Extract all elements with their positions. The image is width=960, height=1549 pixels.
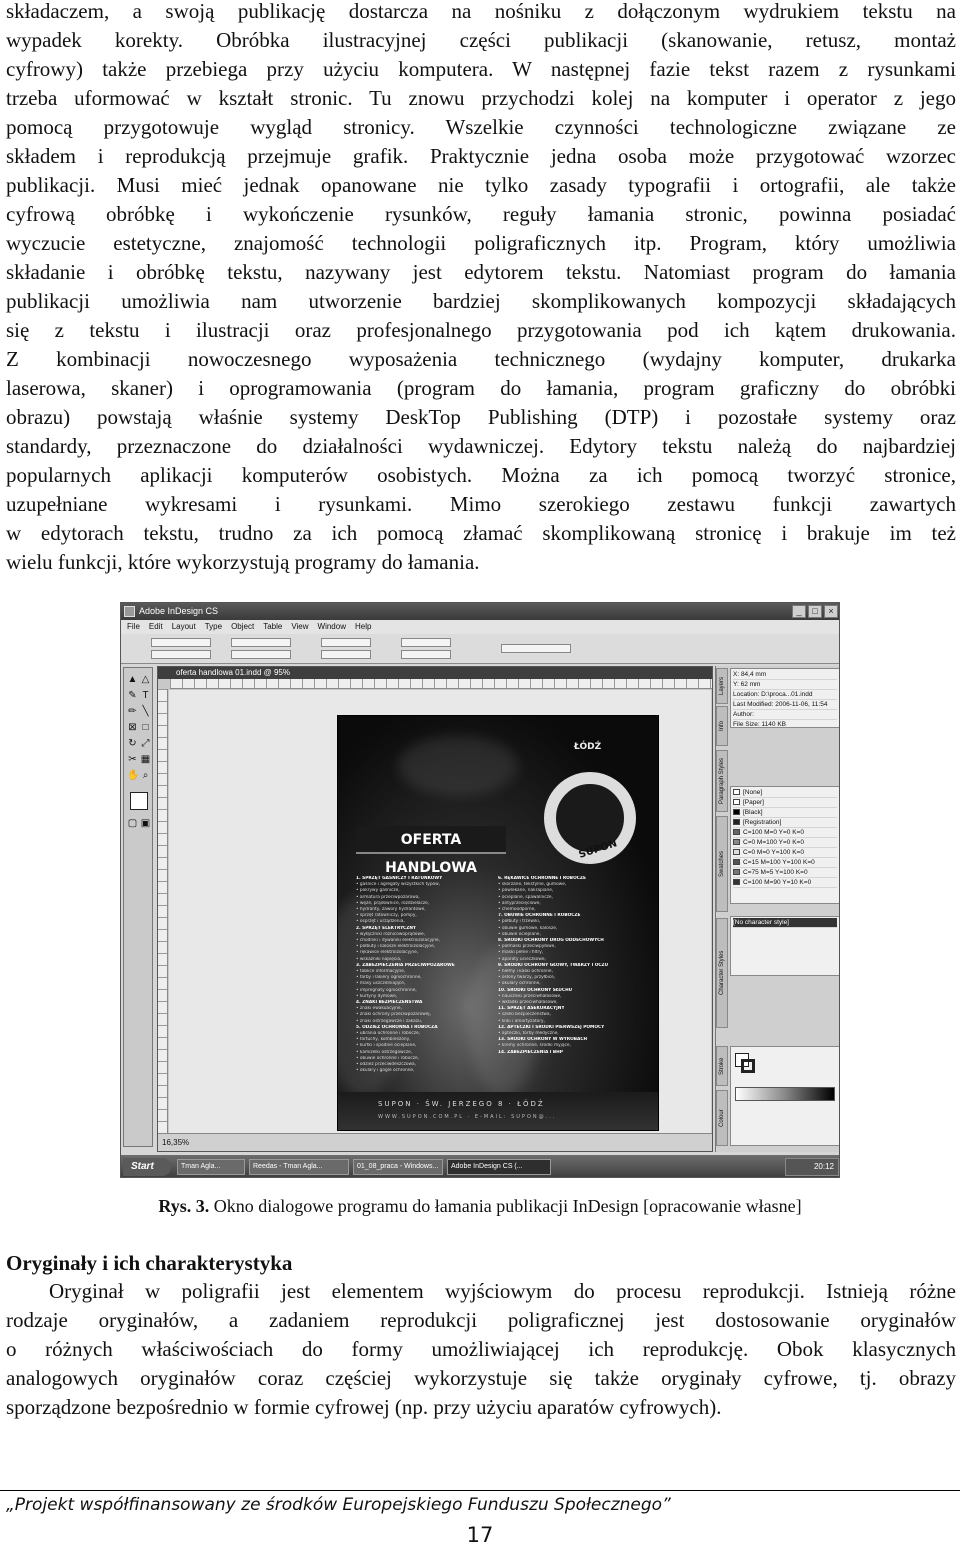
character-styles-panel (730, 916, 840, 976)
offer-item: • obuwie ocieplane, (498, 931, 541, 937)
offer-item: • ubrania ochronne i robocze, (356, 1031, 420, 1037)
text-line: trzeba uformować w kształt stronic. Tu znowu przychodzi kolej na komputer i operator z jego (6, 86, 956, 110)
offer-heading: 10. ŚRODKI OCHRONY SŁUCHU (498, 987, 573, 993)
swatch-item[interactable] (733, 788, 837, 798)
normal-view-icon[interactable]: ▢ (127, 818, 138, 829)
shear-field[interactable] (401, 650, 451, 659)
offer-item: • gaśnice i agregaty wszystkich typów, (356, 882, 441, 888)
windows-taskbar (121, 1155, 840, 1178)
swatch-chip-icon (733, 839, 740, 845)
swatch-chip-icon (733, 859, 740, 865)
text-line: laserowa, skaner) i oprogramowania (program do łamania, program graficzny do obróbki (6, 376, 956, 400)
colour-panel (730, 1046, 840, 1146)
text-line: cyfrową obróbkę i wykończenie rysunków, reguły łamania stronic, powinna posiadać (6, 202, 956, 226)
offer-item: • powlekane, nakrapiane, (498, 888, 554, 894)
scale-tool-icon[interactable]: ⤢ (141, 738, 150, 749)
text-line: obrazu) powstają właśnie systemy DeskTop Publishing (DTP) i pozostałe systemy oraz (6, 405, 956, 429)
start-button[interactable]: Start (123, 1158, 171, 1176)
offer-item: • masy uszczelniające, (356, 981, 406, 987)
offer-item: • obuwie gumowe, kalosze, (498, 925, 558, 931)
info-panel (730, 668, 840, 728)
offer-heading: 9. ŚRODKI OCHRONY GŁOWY, TWARZY I OCZU (498, 962, 609, 968)
swatch-chip-icon (733, 789, 740, 795)
swatch-item[interactable] (733, 858, 837, 868)
offer-heading: 8. ŚRODKI OCHRONY DRÓG ODDECHOWYCH (498, 938, 604, 944)
text-line: rodzaje oryginałów, a zadaniem reprodukcji poligraficznej jest dostosowanie oryginałów (6, 1308, 956, 1332)
offer-item: • wyłączniki różnicowoprądowe, (356, 931, 426, 937)
offer-item: • ocieplane, spawalnicze, (498, 894, 553, 900)
swatch-label: [Registration] (743, 819, 782, 826)
offer-heading: 7. OBUWIE OCHRONNE I ROBOCZE (498, 913, 581, 919)
offer-item: • impregnaty ogniochronne, (356, 987, 417, 993)
swatch-label: [Paper] (743, 799, 764, 806)
swatch-label: C=0 M=0 Y=100 K=0 (743, 849, 804, 856)
text-line: składanie i obróbkę tekstu, nazywany jest edytorem tekstu. Natomiast program do łamania (6, 260, 956, 284)
text-line: analogowych oryginałów coraz częściej wykorzystuje się także oryginały cyfrowe, tj. obrazy (6, 1366, 956, 1390)
swatch-item[interactable] (733, 808, 837, 818)
swatch-label: [Black] (743, 809, 763, 816)
swatch-item[interactable] (733, 838, 837, 848)
hand-tool-icon[interactable]: ✋ (127, 770, 140, 781)
panel-tab-character-styles[interactable]: Character Styles (716, 918, 728, 1028)
character-style-item[interactable]: [No character style] (733, 918, 837, 928)
swatch-chip-icon (733, 799, 740, 805)
swatch-item[interactable] (733, 818, 837, 828)
menu-item-file[interactable]: File (127, 622, 140, 631)
offer-heading: 11. SPRZĘT ASEKURACYJNY (498, 1006, 565, 1012)
swatch-item[interactable] (733, 828, 837, 838)
text-line: Z kombinacji nowoczesnego wyposażenia technicznego (wydajny komputer, drukarka (6, 347, 956, 371)
menu-item-object[interactable]: Object (231, 622, 255, 631)
offer-item: • półmaski przeciwpyłowe, (498, 944, 556, 950)
text-line: pomocą przygotowuje wygląd stronicy. Wszelkie czynności technologiczne związane ze (6, 115, 956, 139)
vertical-ruler[interactable] (158, 689, 168, 1133)
swatch-chip-icon (733, 819, 740, 825)
colour-ramp[interactable] (735, 1087, 835, 1101)
text-line: się z tekstu i ilustracji oraz profesjonalnego przygotowania pod ich kątem drukowania. (6, 318, 956, 342)
swatch-label: C=75 M=5 Y=100 K=0 (743, 869, 808, 876)
stroke-icon[interactable] (741, 1059, 755, 1073)
menu-item-layout[interactable]: Layout (171, 622, 196, 631)
offer-item: • osłony twarzy, przyłbice, (498, 975, 556, 981)
fill-swatch-icon[interactable] (130, 792, 148, 810)
offer-item: • kamizelki ostrzegawcze, (356, 1049, 413, 1055)
info-row: File Size: 1140 KB (733, 720, 837, 728)
offer-item: • kurtki i spodnie ocieplane, (356, 1043, 417, 1049)
text-line: sporządzone bezpośrednio w formie cyfrowej (np. przy użyciu aparatów cyfrowych). (6, 1395, 722, 1419)
text-line: popularnych aplikacji komputerów osobistych. Można za ich pomocą tworzyć stronice, (6, 463, 956, 487)
offer-heading: 12. APTECZKI I ŚRODKI PIERWSZEJ POMOCY (498, 1024, 605, 1030)
rotate-tool-icon[interactable]: ↻ (128, 738, 137, 749)
rectangle-frame-tool-icon[interactable]: ⊠ (128, 722, 137, 733)
offer-item: • aparaty ucieczkowe, (498, 956, 546, 962)
offer-item: • skórzane, tekstylne, gumowe, (498, 882, 567, 888)
pasteboard[interactable] (169, 690, 711, 1133)
scissors-tool-icon[interactable]: ✂ (128, 754, 137, 765)
zoom-tool-icon[interactable]: ⌕ (142, 770, 149, 781)
offer-item: • znaki ochrony przeciwpożarowej, (356, 1012, 431, 1018)
text-line: publikacji umożliwia nam utworzenie bardziej skomplikowanych kompozycji składających (6, 289, 956, 313)
section-heading: Oryginały i ich charakterystyka (6, 1251, 293, 1275)
menu-item-type[interactable]: Type (204, 622, 223, 631)
offer-item: • wkładki przeciwhałasowe, (498, 1000, 558, 1006)
swatch-chip-icon (733, 879, 740, 885)
menu-item-table[interactable]: Table (263, 622, 283, 631)
offer-item: • odzież przeciwdeszczowa, (356, 1062, 417, 1068)
zoom-level[interactable]: 16,35% (162, 1138, 190, 1147)
offer-item: • osprzęt i urządzenia, (356, 919, 405, 925)
text-line: o różnych właściwościach do formy umożliwiającej ich reprodukcję. Obok klasycznych (6, 1337, 956, 1361)
offer-item: • obuwie ochronne i robocze, (356, 1055, 420, 1061)
offer-item: • antyprzecięciowe, (498, 900, 541, 906)
page-heading: OFERTA HANDLOWA (356, 826, 506, 854)
swatch-label: C=0 M=100 Y=0 K=0 (743, 839, 804, 846)
line-tool-icon[interactable]: ╲ (142, 706, 149, 717)
offer-item: • kremy ochronne, środki myjące, (498, 1043, 571, 1049)
control-bar (121, 634, 840, 664)
info-row: Last Modified: 2006-11-06, 11:54 (733, 700, 837, 710)
page-footer-web: WWW.SUPON.COM.PL · E-MAIL: SUPON@... (378, 1114, 557, 1120)
maximize-icon[interactable]: □ (808, 605, 822, 618)
figure-caption (0, 1194, 960, 1218)
swatch-chip-icon (733, 869, 740, 875)
menu-item-help[interactable]: Help (354, 622, 372, 631)
minimize-icon[interactable]: _ (792, 605, 806, 618)
caption-label: Rys. 3. (158, 1196, 210, 1216)
rectangle-tool-icon[interactable]: □ (142, 722, 149, 733)
text-line: standardy, przeznaczone do działalności wydawniczej. Edytory tekstu należą do najbardziej (6, 434, 956, 458)
body-paragraph-top (6, 0, 956, 577)
offer-item: • tablice informacyjne, (356, 969, 406, 975)
offer-item: • półbuty i trzewiki, (498, 919, 541, 925)
window-titlebar (121, 603, 840, 620)
offer-heading: 2. SPRZĘT ELEKTRYCZNY (356, 925, 417, 931)
taskbar-item-3[interactable]: 01_08_praca - Windows... (353, 1159, 443, 1175)
text-line: cyfrowy) także przebiega przy użyciu komputera. W następnej fazie tekst razem z rysunkami (6, 57, 956, 81)
offer-item: • hydranty, zawory hydrantowe, (356, 907, 426, 913)
horizontal-ruler[interactable] (170, 679, 712, 689)
page-number: 17 (466, 1523, 494, 1547)
document-tab[interactable]: oferta handlowa 01.indd @ 95% (158, 667, 712, 679)
offer-item: • okulary i gogle ochronne, (356, 1068, 415, 1074)
swatch-item[interactable] (733, 848, 837, 858)
offer-item: • rękawice elektroizolacyjne, (356, 950, 419, 956)
offer-heading: 3. ZABEZPIECZENIA PRZECIWPOŻAROWE (356, 962, 455, 968)
menu-item-edit[interactable]: Edit (148, 622, 163, 631)
offer-item: • armatura przeciwpożarowa, (356, 894, 420, 900)
panel-tab-info[interactable]: Info (716, 706, 728, 746)
text-line: w edytorach tekstu, trudno za ich pomocą złamać skomplikowaną stronicę i brakuje im też (6, 521, 956, 545)
info-row: X: 84,4 mm (733, 670, 837, 680)
x-field[interactable] (151, 638, 211, 647)
swatch-item[interactable] (733, 798, 837, 808)
text-line: Oryginał w poligrafii jest elementem wyjściowym do procesu reprodukcji. Istnieją różne (49, 1279, 956, 1303)
offer-heading: 13. ŚRODKI OCHRONY W WYROBACH (498, 1037, 588, 1043)
page-footer-band (338, 1092, 659, 1131)
offer-item: • apteczki, torby medyczne, (498, 1031, 559, 1037)
selection-tool-icon[interactable]: ▲ (127, 674, 138, 685)
offer-heading: 14. ZABEZPIECZENIA I BHP (498, 1049, 563, 1055)
window-title: Adobe InDesign CS (139, 606, 219, 616)
taskbar-item-1[interactable]: Tman Agla... (177, 1159, 245, 1175)
offer-heading: 5. ODZIEŻ OCHRONNA I ROBOCZA (356, 1024, 438, 1030)
pencil-tool-icon[interactable]: ✏ (128, 706, 137, 717)
offer-column-right (498, 876, 634, 1056)
taskbar-item-4[interactable]: Adobe InDesign CS (... (447, 1159, 551, 1175)
panels-dock (715, 666, 840, 1152)
swatch-chip-icon (733, 829, 740, 835)
offer-column-left (356, 876, 492, 1075)
type-tool-icon[interactable]: T (142, 690, 149, 701)
panel-tab-paragraph-styles[interactable]: Paragraph Styles (716, 750, 728, 812)
panel-tab-swatches[interactable]: Swatches (716, 816, 728, 912)
menu-bar (121, 620, 840, 634)
offer-item: • pokrywy gaśnicze, (356, 888, 400, 894)
y-field[interactable] (151, 650, 211, 659)
text-line: składaczem, a swoją publikację dostarcza na nośniku z dołączonym wydrukiem tekstu na (6, 0, 956, 23)
offer-heading: 6. RĘKAWICE OCHRONNE I ROBOCZE (498, 876, 586, 881)
offer-item: • linki i amortyzatory, (498, 1018, 545, 1024)
swatch-item[interactable] (733, 868, 837, 878)
direct-selection-tool-icon[interactable]: △ (141, 674, 150, 685)
system-clock: 20:12 (785, 1158, 839, 1176)
offer-item: • chemoodporne, (498, 907, 536, 913)
swatch-chip-icon (733, 849, 740, 855)
indesign-screenshot (120, 602, 840, 1178)
logo-name: SUPON (577, 838, 619, 861)
offer-item: • znaki ostrzegawcze i zakazu, (356, 1018, 423, 1024)
offer-item: • nauszniki przeciwhałasowe, (498, 993, 562, 999)
document-window (157, 666, 713, 1152)
swatches-panel (730, 786, 840, 904)
offer-item: • sprzęt ratowniczy, pompy, (356, 913, 417, 919)
info-row: Location: D:\proca...01.indd (733, 690, 837, 700)
page-footer-address: SUPON · ŚW. JERZEGO 8 · ŁÓDŹ (378, 1100, 545, 1108)
offer-item: • znaki ewakuacyjne, (356, 1006, 402, 1012)
info-row: Y: 62 mm (733, 680, 837, 690)
menu-item-view[interactable]: View (291, 622, 309, 631)
offer-item: • fartuchy, kombinezony, (356, 1037, 411, 1043)
document-page[interactable] (337, 715, 659, 1131)
text-line: wyczucie estetyczne, znajomość technologii poligraficznych itp. Program, który umożliwia (6, 231, 956, 255)
text-line: wypadek korekty. Obróbka ilustracyjnej części publikacji (skanowanie, retusz, montaż (6, 28, 956, 52)
swatch-label: [None] (743, 789, 763, 796)
stroke-weight-field[interactable] (501, 644, 571, 653)
offer-item: • kurtyny dymowe, (356, 993, 398, 999)
offer-item: • maski pełne i filtry, (498, 950, 544, 956)
text-line: składem i reprodukcją przejmuje grafik. Praktycznie jedna osoba może przygotować wzorzec (6, 144, 956, 168)
close-icon[interactable]: × (824, 605, 838, 618)
offer-item: • hełmy i kaski ochronne, (498, 969, 553, 975)
swatch-item[interactable] (733, 878, 837, 888)
panel-tab-colour[interactable]: Colour (716, 1090, 728, 1146)
taskbar-item-2[interactable]: Reedas - Tman Agla... (249, 1159, 349, 1175)
tools-panel (123, 667, 153, 1147)
scale-y-field[interactable] (321, 650, 371, 659)
document-status-bar (158, 1133, 712, 1151)
offer-item: • szelki bezpieczeństwa, (498, 1012, 551, 1018)
body-paragraph-bottom (6, 1277, 956, 1422)
swatch-label: C=15 M=100 Y=100 K=0 (743, 859, 815, 866)
gradient-tool-icon[interactable]: ▦ (140, 754, 151, 765)
text-line: publikacji. Musi mieć jednak opanowane nie tylko zasady typografii i ortografii, ale także (6, 173, 956, 197)
panel-tab-stroke[interactable]: Stroke (716, 1046, 728, 1086)
width-field[interactable] (231, 638, 291, 647)
caption-text: Okno dialogowe programu do łamania publikacji InDesign [opracowanie własne] (209, 1196, 802, 1216)
offer-heading: 1. SPRZĘT GAŚNICZY I RATUNKOWY (356, 876, 443, 881)
scale-x-field[interactable] (321, 638, 371, 647)
footer-funding-note: „Projekt współfinansowany ze środków Europejskiego Funduszu Społecznego” (6, 1495, 671, 1515)
logo-city: ŁÓDŹ (574, 742, 602, 752)
rotate-field[interactable] (401, 638, 451, 647)
text-line: uzupełniane wykresami i rysunkami. Mimo szerokiego zestawu funkcji zawartych (6, 492, 956, 516)
offer-item: • okulary ochronne, (498, 981, 541, 987)
preview-view-icon[interactable]: ▣ (140, 818, 151, 829)
offer-item: • farby i lakiery ogniochronne, (356, 975, 422, 981)
offer-item: • półbuty i kalosze elektroizolacyjne, (356, 944, 436, 950)
pen-tool-icon[interactable]: ✎ (128, 690, 137, 701)
panel-tab-layers[interactable]: Layers (716, 668, 728, 704)
footer-rule (0, 1490, 960, 1491)
offer-item: • wskaźniki napięcia, (356, 956, 402, 962)
offer-item: • węże, prądownice, rozdzielacze, (356, 900, 430, 906)
text-line: wielu funkcji, które wykorzystują programy do łamania. (6, 550, 480, 574)
swatch-label: C=100 M=90 Y=10 K=0 (743, 879, 812, 886)
info-row: Author: (733, 710, 837, 720)
menu-item-window[interactable]: Window (317, 622, 346, 631)
offer-heading: 4. ZNAKI BEZPIECZEŃSTWA (356, 1000, 423, 1006)
offer-item: • chodniki i dywaniki elektroizolacyjne, (356, 938, 440, 944)
indesign-app-icon (124, 606, 135, 617)
swatch-label: C=100 M=0 Y=0 K=0 (743, 829, 804, 836)
swatch-chip-icon (733, 809, 740, 815)
height-field[interactable] (231, 650, 291, 659)
